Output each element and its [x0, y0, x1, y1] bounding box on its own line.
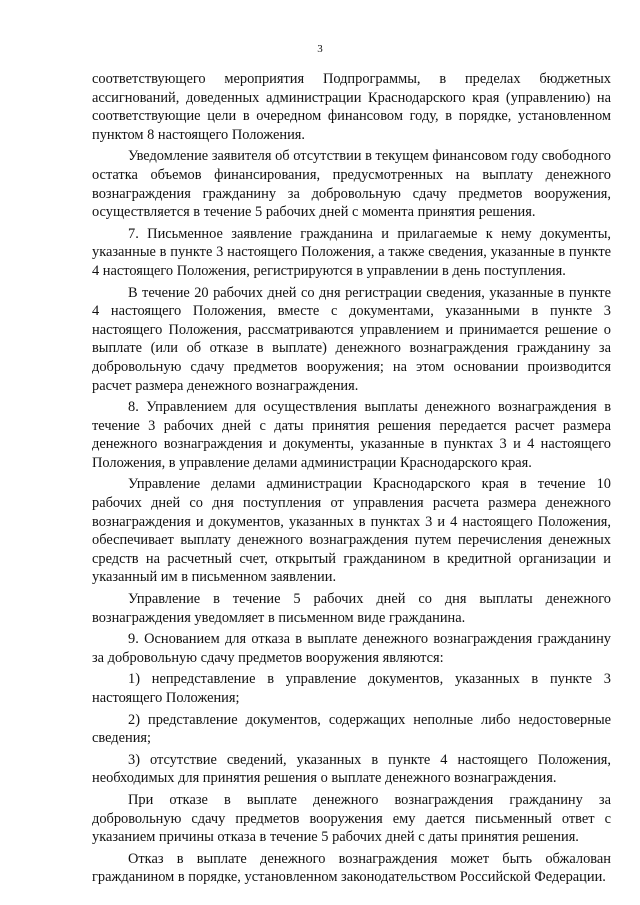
- paragraph-item-9: 9. Основанием для отказа в выплате денежного вознаграждения гражданину за добровольную сдачу предметов вооружения являются:: [92, 631, 611, 666]
- paragraph-continuation: соответствующего мероприятия Подпрограммы, в пределах бюджетных ассигнований, доведенных администрации Краснодарского края (управлению) на соответствующие цели в очередном финансовом году, в порядке, установленном пунктом 8 настоящего Положения.: [92, 71, 611, 143]
- paragraph-item-7: 7. Письменное заявление гражданина и прилагаемые к нему документы, указанные в пункте 3 настоящего Положения, а также сведения, указанные в пункте 4 настоящего Положения, регистрируются в управлении в день поступления.: [92, 225, 611, 279]
- list-item-refusal-1: 1) непредставление в управление документов, указанных в пункте 3 настоящего Положения;: [92, 671, 611, 706]
- paragraph-appeal: Отказ в выплате денежного вознаграждения может быть обжалован гражданином в порядке, установленном законодательством Российской Федерации.: [92, 850, 611, 886]
- paragraph-payment-procedure: Управление делами администрации Краснодарского края в течение 10 рабочих дней со дня поступления от управления расчета размера денежного вознаграждения и документов, указанных в пунктах 3 и 4 настоящего Положения, обеспечивает выплату денежного вознаграждения путем перечисления денежных средств на расчетный счет, открытый гражданином в кредитной организации и указанный им в письменном заявлении.: [92, 476, 611, 586]
- paragraph-item-8: 8. Управлением для осуществления выплаты денежного вознаграждения в течение 3 рабочих дней с даты принятия решения передается расчет размера денежного вознаграждения и документы, указанные в пунктах 3 и 4 настоящего Положения, в управление делами администрации Краснодарского края.: [92, 399, 611, 471]
- list-item-refusal-3: 3) отсутствие сведений, указанных в пункте 4 настоящего Положения, необходимых для принятия решения о выплате денежного вознаграждения.: [92, 751, 611, 787]
- document-body: [92, 70, 611, 887]
- paragraph-refusal-answer: При отказе в выплате денежного вознаграждения гражданину за добровольную сдачу предметов вооружения ему дается письменный ответ с указанием причины отказа в течение 5 рабочих дней с даты принятия решения.: [92, 791, 611, 846]
- page-number: 3: [317, 43, 323, 55]
- list-item-refusal-2: 2) представление документов, содержащих неполные либо недостоверные сведения;: [92, 711, 611, 747]
- paragraph-notification: Уведомление заявителя об отсутствии в текущем финансовом году свободного остатка объемов финансирования, предусмотренных на выплату денежного вознаграждения гражданину за добровольную сдачу предметов вооружения, осуществляется в течение 5 рабочих дней с момента принятия решения.: [92, 148, 611, 221]
- paragraph-payment-notice: Управление в течение 5 рабочих дней со дня выплаты денежного вознаграждения уведомляет в письменном виде гражданина.: [92, 591, 611, 626]
- paragraph-review-period: В течение 20 рабочих дней со дня регистрации сведения, указанные в пункте 4 настоящего Положения, вместе с документами, указанными в пункте 3 настоящего Положения, рассматриваются управлением и принимается решение о выплате (или об отказе в выплате) денежного вознаграждения гражданину за добровольную сдачу предметов вооружения; на этом основании производится расчет размера денежного вознаграждения.: [92, 284, 611, 394]
